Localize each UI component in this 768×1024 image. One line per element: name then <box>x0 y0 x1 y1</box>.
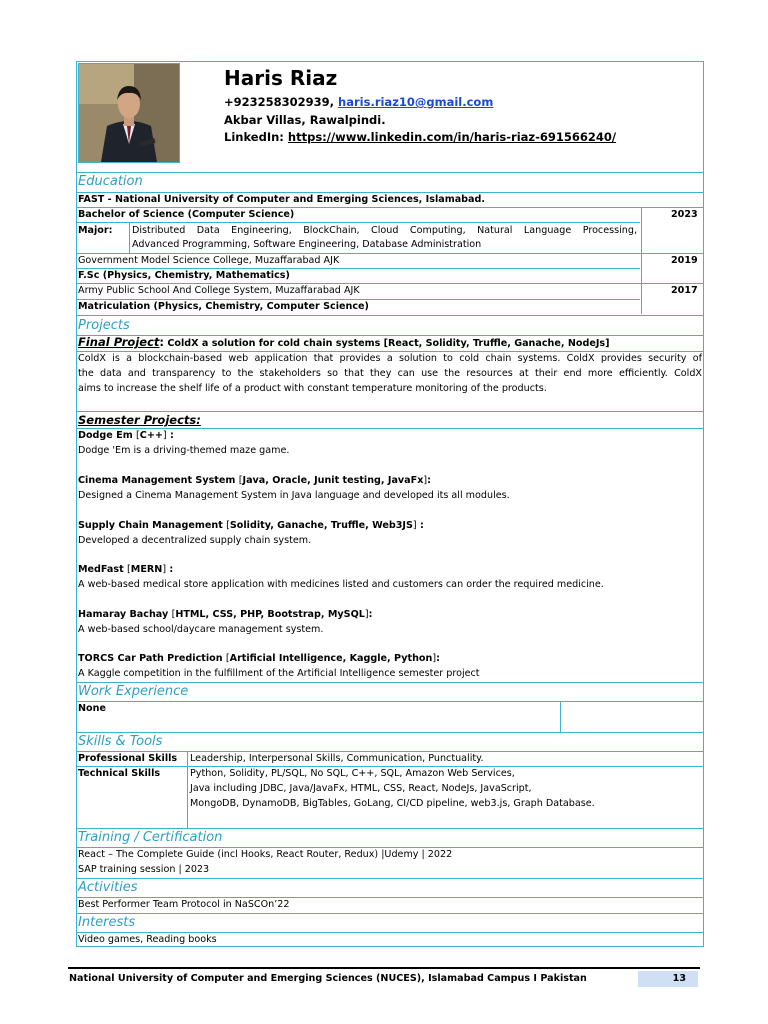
activity-item: Best Performer Team Protocol in NaSCOn’22 <box>78 899 290 910</box>
divider <box>641 207 642 253</box>
skills-technical-line-2: Java including JDBC, Java/JavaFx, HTML, CSS, React, NodeJs, JavaScript, <box>190 783 532 794</box>
divider <box>187 751 188 828</box>
divider <box>77 428 703 429</box>
final-project-desc-2: the data and transparency to the stakeholders so that they can use the resources at their end more efficiently. ColdX <box>78 368 702 379</box>
section-title-work-experience: Work Experience <box>78 684 189 699</box>
profile-photo-image <box>79 64 179 162</box>
skills-professional-value: Leadership, Interpersonal Skills, Communication, Punctuality. <box>190 753 484 764</box>
semester-project-desc: A web-based medical store application with medicines listed and customers can order the required medicine. <box>78 579 604 590</box>
divider <box>641 253 642 283</box>
divider <box>641 283 642 314</box>
divider <box>77 878 703 879</box>
linkedin-label: LinkedIn: <box>224 130 284 144</box>
skills-technical-line-3: MongoDB, DynamoDB, BigTables, GoLang, CI/CD pipeline, web3.js, Graph Database. <box>190 798 595 809</box>
final-project-desc-1: ColdX is a blockchain-based web application that provides a solution to cold chain systems. ColdX provides security of <box>78 353 702 364</box>
education-university: FAST - National University of Computer and Emerging Sciences, Islamabad. <box>78 194 486 205</box>
divider <box>77 192 703 193</box>
section-title-activities: Activities <box>78 880 138 895</box>
contact-line <box>224 95 493 110</box>
semester-project-desc: Developed a decentralized supply chain system. <box>78 535 312 546</box>
training-item: React – The Complete Guide (incl Hooks, React Router, Redux) |Udemy | 2022 <box>78 849 453 860</box>
semester-project-title: Hamaray Bachay [HTML, CSS, PHP, Bootstrap, MySQL]: <box>78 609 373 620</box>
education-major-line-2: Advanced Programming, Software Engineering, Database Administration <box>132 239 482 250</box>
section-title-skills: Skills & Tools <box>78 734 163 749</box>
divider <box>77 222 640 223</box>
divider <box>77 766 703 767</box>
semester-project-title: MedFast [MERN] : <box>78 564 174 575</box>
final-project-desc-3: aims to increase the shelf life of a product with constant temperature monitoring of the products. <box>78 383 547 394</box>
interest-item: Video games, Reading books <box>78 934 217 945</box>
divider <box>77 682 703 683</box>
semester-project-title: Cinema Management System [Java, Oracle, Junit testing, JavaFx]: <box>78 475 431 486</box>
final-project-colon: : <box>159 335 165 349</box>
divider <box>77 847 703 848</box>
education-degree: Bachelor of Science (Computer Science) <box>78 209 295 220</box>
divider <box>77 253 703 254</box>
section-title-projects: Projects <box>78 318 130 333</box>
semester-project-title: TORCS Car Path Prediction [Artificial Intelligence, Kaggle, Python]: <box>78 653 440 664</box>
final-project-stack: [React, Solidity, Truffle, Ganache, NodeJs] <box>383 338 610 349</box>
semester-project-desc: A Kaggle competition in the fulfillment of the Artificial Intelligence semester project <box>78 668 480 679</box>
skills-technical-line-1: Python, Solidity, PL/SQL, No SQL, C++, SQL, Amazon Web Services, <box>190 768 515 779</box>
divider <box>77 411 703 412</box>
divider <box>77 207 703 208</box>
semester-project-desc: A web-based school/daycare management system. <box>78 624 324 635</box>
education-fsc: F.Sc (Physics, Chemistry, Mathematics) <box>78 270 290 281</box>
semester-project-desc: Dodge 'Em is a driving-themed maze game. <box>78 445 290 456</box>
education-college: Government Model Science College, Muzaffarabad AJK <box>78 255 340 266</box>
section-title-education: Education <box>78 174 143 189</box>
final-project-line <box>78 336 610 350</box>
education-college-year: 2019 <box>671 255 698 266</box>
phone-number: +923258302939, <box>224 95 335 109</box>
final-project-label: Final Project <box>78 335 160 349</box>
semester-project-desc: Designed a Cinema Management System in Java language and developed its all modules. <box>78 490 510 501</box>
education-major-line-1: Distributed Data Engineering, BlockChain, Cloud Computing, Natural Language Processing, <box>132 225 637 236</box>
education-school-year: 2017 <box>671 285 698 296</box>
divider <box>77 732 703 733</box>
divider <box>77 913 703 914</box>
education-matric: Matriculation (Physics, Chemistry, Computer Science) <box>78 301 369 312</box>
footer-rule <box>68 967 700 969</box>
divider <box>77 283 703 284</box>
footer-text: National University of Computer and Emerging Sciences (NUCES), Islamabad Campus I Pakistan <box>69 973 587 984</box>
divider <box>77 828 703 829</box>
education-major-label: Major: <box>78 225 113 236</box>
divider <box>560 701 561 732</box>
final-project-name: ColdX a solution for cold chain systems <box>164 338 384 349</box>
divider <box>77 701 703 702</box>
education-school: Army Public School And College System, Muzaffarabad AJK <box>78 285 360 296</box>
semester-project-title: Dodge Em [C++] : <box>78 430 174 441</box>
email-link[interactable]: haris.riaz10@gmail.com <box>338 95 494 109</box>
semester-project-title: Supply Chain Management [Solidity, Ganache, Truffle, Web3JS] : <box>78 520 424 531</box>
divider <box>77 897 703 898</box>
divider <box>129 222 130 253</box>
divider <box>77 268 640 269</box>
address: Akbar Villas, Rawalpindi. <box>224 113 386 127</box>
training-item: SAP training session | 2023 <box>78 864 210 875</box>
divider <box>77 299 640 300</box>
section-title-training: Training / Certification <box>78 830 223 845</box>
profile-photo <box>78 63 180 163</box>
page-number: 13 <box>638 971 698 987</box>
work-experience-value: None <box>78 703 106 714</box>
skills-technical-label: Technical Skills <box>78 768 161 779</box>
education-degree-year: 2023 <box>671 209 698 220</box>
linkedin-line <box>224 130 616 145</box>
skills-professional-label: Professional Skills <box>78 753 178 764</box>
section-title-interests: Interests <box>78 915 136 930</box>
resume-sheet <box>76 61 704 947</box>
divider <box>77 351 703 352</box>
divider <box>77 315 703 316</box>
divider <box>77 172 703 173</box>
divider <box>77 932 703 933</box>
candidate-name: Haris Riaz <box>224 66 338 90</box>
semester-projects-label: Semester Projects: <box>78 413 201 427</box>
linkedin-link[interactable]: https://www.linkedin.com/in/haris-riaz-691566240/ <box>287 130 617 144</box>
divider <box>77 751 703 752</box>
